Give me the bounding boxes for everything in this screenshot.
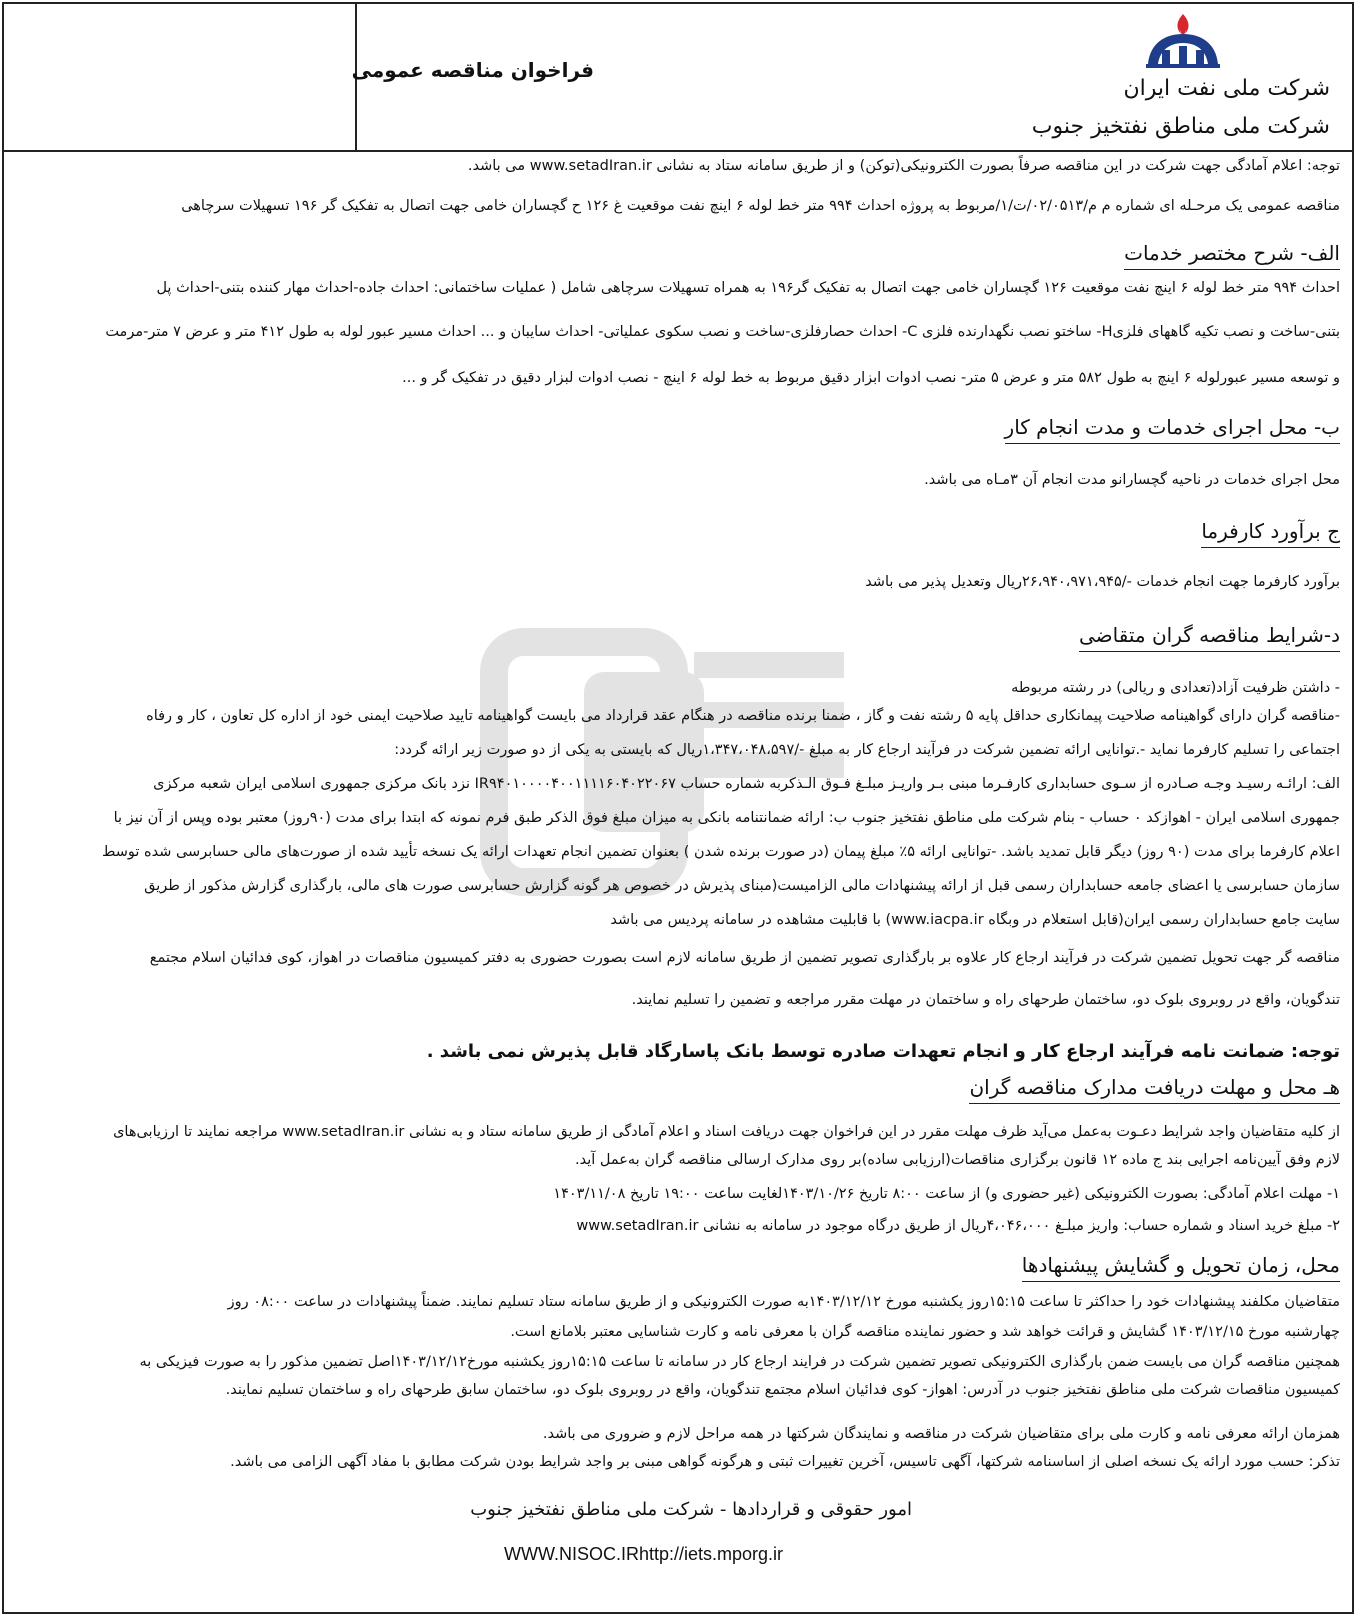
- header: [4, 4, 1352, 152]
- section-h-line-1: از کلیه متقاضیان واجد شرایط دعـوت به‌عمل می‌آید ظرف مهلت مقرر در این فراخوان جهت دریافت اسناد و اعلام آمادگی از طریق سامانه ستاد و به نشانی www.setadIran.ir مراجعه نمایند تا ارزیابی‌های: [113, 1124, 1340, 1140]
- closing-line-1: همزمان ارائه معرفی نامه و کارت ملی برای متقاضیان شرکت در مناقصه و نمایندگان شرکتها در همه مراحل لازم و ضروری می باشد.: [542, 1426, 1340, 1442]
- section-v-line-3: همچنین مناقصه گران می بایست ضمن بارگذاری الکترونیکی تصویر تضمین شرکت در فرایند ارجاع کار در سامانه تا ساعت ۱۵:۱۵روز یکشنبه مورخ۱۴۰۳/۱۲/۱۲اصل تضمین مذکور را به صورت فیزیکی به: [139, 1354, 1340, 1370]
- section-d-line-7: سازمان حسابرسی یا اعضای جامعه حسابداران رسمی قبل از ارائه پیشنهادات مالی الزامیست(مبنای پذیرش در خصوص هر گونه گزارش حسابرسی صورت های مالی، بارگذاری گزارش مذکور از طریق: [144, 878, 1340, 894]
- section-c-line-1: برآورد کارفرما جهت انجام خدمات -/۲۶،۹۴۰،۹۷۱،۹۴۵ریال وتعدیل پذیر می باشد: [865, 574, 1340, 590]
- section-h-title: هـ محل و مهلت دریافت مدارک مناقصه گران: [969, 1072, 1340, 1104]
- page-title: فراخوان مناقصه عمومی: [351, 58, 594, 82]
- section-v-title: محل، زمان تحویل و گشایش پیشنهادها: [1022, 1250, 1340, 1282]
- document-frame: [2, 2, 1354, 1614]
- section-a-line-1: احداث ۹۹۴ متر خط لوله ۶ اینچ نفت موقعیت ۱۲۶ گچساران خامی جهت اتصال به تفکیک گر۱۹۶ به همراه تسهیلات سرچاهی شامل ( عملیات ساختمانی: احداث جاده-احداث مهار کننده بتنی-احداث پل: [156, 280, 1340, 296]
- section-c-title: ج برآورد کارفرما: [1201, 516, 1340, 548]
- section-h-line-4: ۲- مبلغ خرید اسناد و شماره حساب: واریز مبلـغ ۴،۰۴۶،۰۰۰ریال از طریق درگاه موجود در سامانه به نشانی www.setadIran.ir: [576, 1218, 1340, 1234]
- section-a-line-3: و توسعه مسیر عبورلوله ۶ اینچ به طول ۵۸۲ متر و عرض ۵ متر- نصب ادوات ابزار دقیق مربوط به خط لوله ۶ اینچ - نصب ادوات لبزار دقیق در تفکیک گر و ...: [402, 370, 1340, 386]
- notice-line: توجه: اعلام آمادگی جهت شرکت در این مناقصه صرفاً بصورت الکترونیکی(توکن) و از طریق سامانه ستاد به نشانی www.setadIran.ir می باشد.: [467, 158, 1340, 174]
- section-v-line-1: متقاضیان مکلفند پیشنهادات خود را حداکثر تا ساعت ۱۵:۱۵روز یکشنبه مورخ ۱۴۰۳/۱۲/۱۲به صورت الکترونیکی و از طریق سامانه ستاد تسلیم نمایند. ضمناً پیشنهادات در ساعت ۰۸:۰۰ روز: [227, 1294, 1340, 1310]
- section-v-line-4: کمیسیون مناقصات شرکت ملی مناطق نفتخیز جنوب در آدرس: اهواز- کوی فدائیان اسلام مجتمع تندگویان، واقع در روبروی بلوک دو، ساختمان سابق طرحهای راه و ساختمان تسلیم نمایند.: [225, 1382, 1340, 1398]
- section-d-line-9: مناقصه گر جهت تحویل تضمین شرکت در فرآیند ارجاع کار علاوه بر بارگذاری تصویر تضمین از طریق سامانه لازم است بصورت حضوری به دفتر کمیسیون مناقصات در اهواز، کوی فدائیان اسلام مجتمع: [149, 950, 1340, 966]
- section-d-title: د-شرایط مناقصه گران متقاضی: [1079, 620, 1340, 652]
- company-block: [1002, 4, 1352, 152]
- section-d-line-4: الف: ارائـه رسیـد وجـه صـادره از سـوی حسابداری کارفـرما مبنی بـر واریـز مبلـغ فـوق الـذکربه شماره حساب IR۹۴۰۱۰۰۰۰۴۰۰۱۱۱۱۶۰۴۰۲۲۰۶۷ نزد بانک مرکزی جمهوری اسلامی ایران شعبه مرکزی: [153, 776, 1340, 792]
- title-block: [4, 4, 1004, 152]
- closing-line-2: تذکر: حسب مورد ارائه یک نسخه اصلی از اساسنامه شرکتها، آگهی تاسیس، آخرین تغییرات ثبتی و هرگونه گواهی مبنی بر واجد شرایط بودن شرکت مطابق با مفاد آگهی الزامی می باشد.: [230, 1454, 1340, 1470]
- company-name-nisoc: شرکت ملی مناطق نفتخیز جنوب: [1031, 114, 1330, 139]
- section-d-line-8: سایت جامع حسابداران رسمی ایران(قابل استعلام در وبگاه www.iacpa.ir) با قابلیت مشاهده در سامانه پردیس می باشد: [610, 912, 1340, 928]
- section-b-title: ب- محل اجرای خدمات و مدت انجام کار: [1005, 412, 1340, 444]
- bank-notice: توجه: ضمانت نامه فرآیند ارجاع کار و انجام تعهدات صادره توسط بانک پاسارگاد قابل پذیرش نمی باشد .: [426, 1041, 1340, 1062]
- section-d-line-5: جمهوری اسلامی ایران - اهوازکد ۰ حساب - بنام شرکت ملی مناطق نفتخیز جنوب ب: ارائه ضمانتنامه بانکی به میزان مبلغ فوق الذکر طبق فرم نمونه که ابتدا برای مدت (۹۰روز) معتبر بوده وپس از آن نیز با: [113, 810, 1340, 826]
- section-h-line-2: لازم وفق آیین‌نامه اجرایی بند ج ماده ۱۲ قانون برگزاری مناقصات(ارزیابی ساده)بر روی مدارک ارسالی مناقصه گران به‌عمل آید.: [575, 1152, 1340, 1168]
- tender-line: مناقصه عمومی یک مرحـله ای شماره م م/۰۲/۰۵۱۳/ت/۱/مربوط به پروژه احداث ۹۹۴ متر خط لوله ۶ اینچ نفت موقعیت غ ۱۲۶ ح گچساران خامی جهت اتصال به تفکیک گر ۱۹۶ تسهیلات سرچاهی: [181, 198, 1340, 214]
- section-h-line-3: ۱- مهلت اعلام آمادگی: بصورت الکترونیکی (غیر حضوری و) از ساعت ۸:۰۰ تاریخ ۱۴۰۳/۱۰/۲۶لغایت ساعت ۱۹:۰۰ تاریخ ۱۴۰۳/۱۱/۰۸: [553, 1186, 1340, 1202]
- section-d-line-3: اجتماعی را تسلیم کارفرما نماید -.توانایی ارائه تضمین شرکت در فرآیند ارجاع کار به مبلغ -/۱،۳۴۷،۰۴۸،۵۹۷ریال که بایستی به یکی از دو صورت زیر ارائه گردد:: [394, 742, 1340, 758]
- section-b-line-1: محل اجرای خدمات در ناحیه گچسارانو مدت انجام آن ۳مـاه می باشد.: [924, 472, 1340, 488]
- footer-url[interactable]: WWW.NISOC.IRhttp://iets.mporg.ir: [504, 1544, 784, 1564]
- section-d-line-2: -مناقصه گران دارای گواهینامه صلاحیت پیمانکاری حداقل پایه ۵ رشته نفت و گاز ، ضمنا برنده مناقصه در هنگام عقد قرارداد می بایست گواهینامه تایید صلاحیت ایمنی خود از اداره کل تعاون ، کار و رفاه: [146, 708, 1340, 724]
- section-a-title: الف- شرح مختصر خدمات: [1124, 238, 1340, 270]
- footer-department: امور حقوقی و قراردادها - شرکت ملی مناطق نفتخیز جنوب: [470, 1499, 912, 1520]
- section-a-line-2: بتنی-ساخت و نصب تکیه گاههای فلزیH- ساختو نصب نگهدارنده فلزی C- احداث حصارفلزی-ساخت و نصب سکوی عملیاتی- احداث سایبان و ... احداث مسیر عبور لوله به طول ۴۱۲ متر و عرض ۷ متر-مرمت: [105, 324, 1340, 340]
- section-d-line-1: - داشتن ظرفیت آزاد(تعدادی و ریالی) در رشته مربوطه: [1011, 680, 1340, 696]
- section-v-line-2: چهارشنبه مورخ ۱۴۰۳/۱۲/۱۵ گشایش و قرائت خواهد شد و حضور نماینده مناقصه گران با معرفی نامه و کارت شناسایی معتبر بلامانع است.: [510, 1324, 1340, 1340]
- company-name-nioc: شرکت ملی نفت ایران: [1123, 76, 1330, 101]
- section-d-line-6: اعلام کارفرما برای مدت (۹۰ روز) دیگر قابل تمدید باشد. -توانایی ارائه ۵٪ مبلغ پیمان (در صورت برنده شدن ) بعنوان تضمین انجام تعهدات ارائه یک نسخه تأیید شده از صورت‌های مالی حسابرسی شده توسط: [101, 844, 1340, 860]
- section-d-line-10: تندگویان، واقع در روبروی بلوک دو، ساختمان طرحهای راه و ساختمان در مهلت مقرر مراجعه و تضمین را تسلیم نمایند.: [631, 992, 1340, 1008]
- nioc-logo-icon: [1138, 10, 1228, 72]
